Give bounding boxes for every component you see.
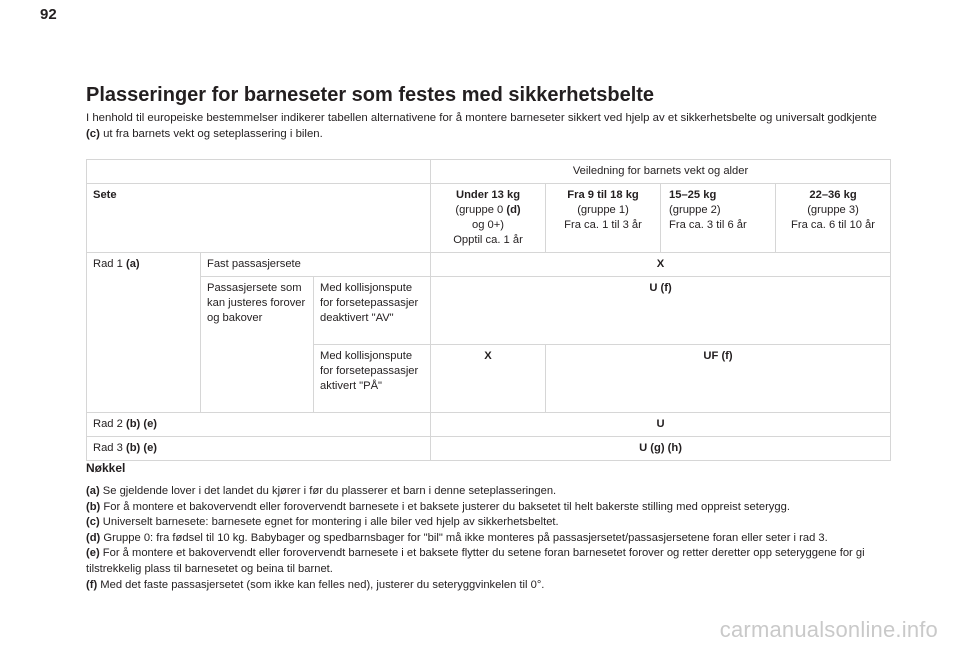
- group-2-label: (gruppe 2): [669, 204, 721, 216]
- key-code: (d): [86, 531, 101, 544]
- airbag-on-label: Med kollisjonspute for forsetepassasjer aktivert "PÅ": [314, 345, 431, 413]
- intro-code: (c): [86, 128, 100, 140]
- seat-header: Sete: [87, 184, 431, 253]
- group-0-code: (d): [506, 204, 521, 216]
- row2-label-text: Rad 2: [93, 418, 126, 430]
- key-item-e: [86, 546, 886, 577]
- key-text: Gruppe 0: fra fødsel til 10 kg. Babybager og spedbarnsbager for "bil" må ikke monteres på passasjersetet/passasjersetene foran eller seter i rad 3.: [100, 531, 828, 544]
- page-title: Plasseringer for barneseter som festes med sikkerhetsbelte: [86, 84, 655, 106]
- intro-text: I henhold til europeiske bestemmelser indikerer tabellen alternativene for å montere barneseter sikkert ved hjelp av et sikkerhetsbelte og universalt godkjente: [86, 112, 877, 124]
- airbag-on-value-rest: UF (f): [546, 345, 891, 413]
- row2-label: [87, 413, 431, 437]
- group-0-line2: [437, 203, 539, 218]
- row3-value: U (g) (h): [431, 437, 891, 461]
- table-header-row-group: [87, 160, 891, 184]
- group-0-label: (gruppe 0: [455, 204, 507, 216]
- adjustable-seat-label: Passasjersete som kan justeres forover og bakover: [201, 277, 314, 413]
- row2: [87, 413, 891, 437]
- key-code: (a): [86, 485, 100, 497]
- fixed-seat-value: X: [431, 253, 891, 277]
- key-item-c: [86, 515, 886, 531]
- group-0-line3: og 0+): [471, 219, 505, 231]
- key-text: Universelt barnesete: barnesete egnet for montering i alle biler ved hjelp av sikkerhetsbeltet.: [99, 516, 559, 529]
- row1-label: [87, 253, 201, 413]
- group-0-weight: Under 13 kg: [455, 189, 521, 201]
- key-item-d: [86, 531, 886, 547]
- row3-label: [87, 437, 431, 461]
- row1-fixed: [87, 253, 891, 277]
- airbag-off-value: U (f): [431, 277, 891, 345]
- watermark: carmanualsonline.info: [719, 617, 938, 642]
- key-title: Nøkkel: [86, 461, 126, 475]
- group-header: Veiledning for barnets vekt og alder: [431, 160, 891, 184]
- group-2-age: Fra ca. 3 til 6 år: [669, 219, 747, 231]
- row3-label-code: (b) (e): [125, 442, 158, 454]
- key-text: For å montere et bakovervendt eller forovervendt barnesete i et baksete justerer du baksetet til helt bakerste stilling med oppreist seterygg.: [100, 500, 790, 513]
- airbag-off-label: Med kollisjonspute for forsetepassasjer deaktivert "AV": [314, 277, 431, 345]
- group-1-label: (gruppe 1): [577, 204, 629, 216]
- intro-text-end: ut fra barnets vekt og seteplassering i bilen.: [99, 128, 323, 140]
- group-1-age: Fra ca. 1 til 3 år: [564, 219, 642, 231]
- group-3-label: (gruppe 3): [807, 204, 859, 216]
- group-3-age: Fra ca. 6 til 10 år: [791, 219, 875, 231]
- key-code: (f): [86, 578, 98, 591]
- group-0-header: [431, 184, 546, 253]
- row3: [87, 437, 891, 461]
- table-header-row-weights: [87, 184, 891, 253]
- key-text: For å montere et bakovervendt eller forovervendt barnesete i et baksete flytter du setene foran barnesetet forover og retter deretter opp seteryggene for gi tilstrekkelig plass til barnesetet og beina til barnet.: [86, 547, 865, 575]
- key-item-a: [86, 484, 886, 500]
- row1-label-text: Rad 1: [93, 258, 126, 270]
- page-number: 92: [40, 6, 57, 23]
- intro-paragraph: [86, 110, 886, 142]
- row2-value: U: [431, 413, 891, 437]
- key-code: (c): [86, 516, 100, 529]
- fixed-seat-label: Fast passasjersete: [201, 253, 431, 277]
- key-code: (b): [86, 500, 101, 513]
- group-3-weight: 22–36 kg: [809, 189, 857, 201]
- group-3-header: [776, 184, 891, 253]
- child-seat-table: [86, 159, 891, 461]
- group-0-age: Opptil ca. 1 år: [453, 234, 523, 246]
- key-item-b: [86, 500, 886, 516]
- row2-label-code: (b) (e): [125, 418, 158, 430]
- row1-airbag-off: [87, 277, 891, 345]
- table-corner-cell: [87, 160, 431, 184]
- key-item-f: [86, 578, 886, 594]
- key-text: Se gjeldende lover i det landet du kjører i før du plasserer et barn i denne seteplasseringen.: [99, 485, 557, 497]
- key-list: [86, 484, 886, 593]
- group-1-weight: Fra 9 til 18 kg: [567, 189, 639, 201]
- group-1-header: [546, 184, 661, 253]
- group-2-header: [661, 184, 776, 253]
- group-2-weight: 15–25 kg: [669, 189, 717, 201]
- row3-label-text: Rad 3: [93, 442, 126, 454]
- key-text: Med det faste passasjersetet (som ikke kan felles ned), justerer du seteryggvinkelen til 0°.: [97, 578, 545, 591]
- airbag-on-value-group0: X: [431, 345, 546, 413]
- key-code: (e): [86, 547, 100, 560]
- row1-label-code: (a): [125, 258, 140, 270]
